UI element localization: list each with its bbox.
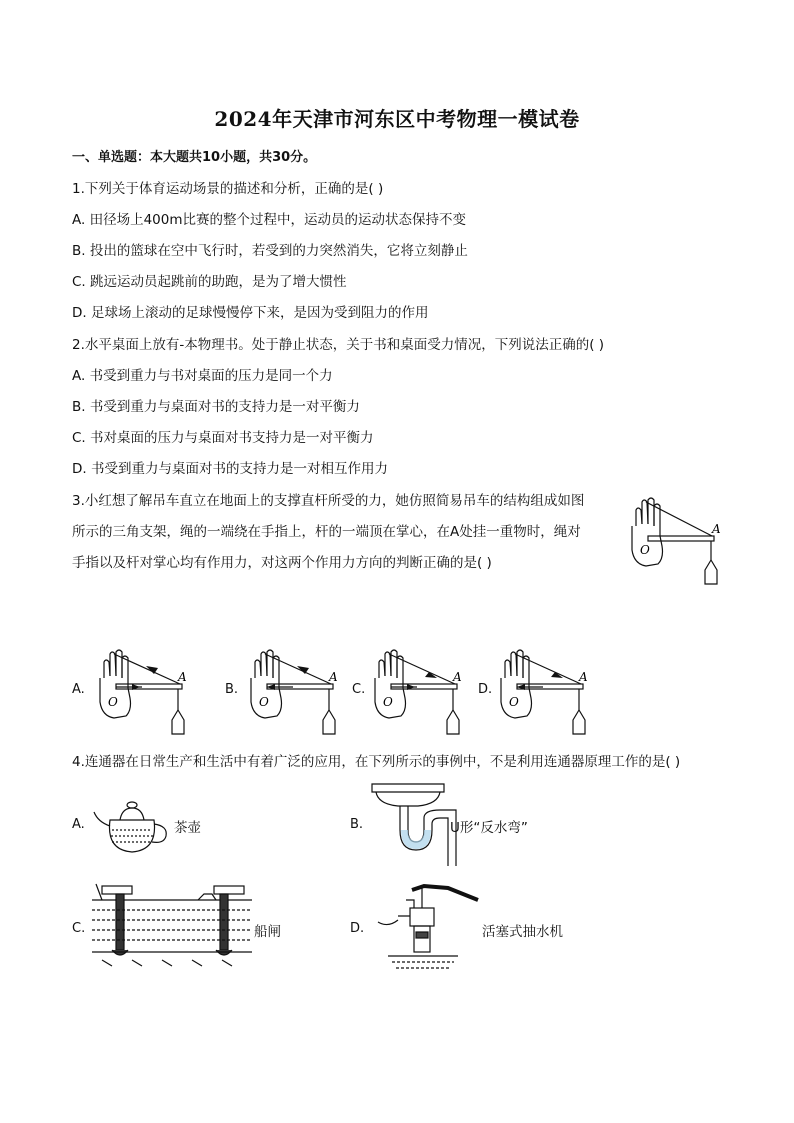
q3-option-d-label-o: O: [509, 695, 519, 709]
q3-option-label-c[interactable]: C.: [352, 682, 366, 697]
q4-ship-lock-figure: [92, 880, 254, 972]
q2-option-a[interactable]: A. 书受到重力与书对桌面的压力是同一个力: [72, 368, 333, 384]
q3-option-figure-b: [243, 640, 343, 740]
q4-caption-ship-lock: 船闸: [254, 924, 281, 940]
q3-option-a-label-a: A: [178, 670, 187, 684]
q2-option-d[interactable]: D. 书受到重力与桌面对书的支持力是一对相互作用力: [72, 461, 388, 477]
q3-option-figure-a: [92, 640, 192, 740]
q2-option-b[interactable]: B. 书受到重力与桌面对书的支持力是一对平衡力: [72, 399, 360, 415]
q3-option-c-label-a: A: [453, 670, 462, 684]
q4-teapot-figure: [90, 788, 174, 858]
q3-option-figure-d: [493, 640, 593, 740]
q4-stem: 4.连通器在日常生产和生活中有着广泛的应用，在下列所示的事例中，不是利用连通器原理工作的是( ): [72, 754, 681, 770]
q4-u-trap-figure: [368, 780, 458, 870]
q3-option-figure-c: [367, 640, 467, 740]
q1-option-a[interactable]: A. 田径场上400m比赛的整个过程中，运动员的运动状态保持不变: [72, 212, 466, 228]
q3-option-label-b[interactable]: B.: [225, 682, 239, 697]
q1-stem: 1.下列关于体育运动场景的描述和分析，正确的是( ): [72, 181, 384, 197]
q4-caption-piston-pump: 活塞式抽水机: [482, 924, 563, 940]
q4-option-b-label[interactable]: B.: [350, 817, 364, 832]
section-heading: 一、单选题：本大题共10小题，共30分。: [72, 150, 317, 165]
q2-option-c[interactable]: C. 书对桌面的压力与桌面对书支持力是一对平衡力: [72, 430, 374, 446]
q4-option-a-label[interactable]: A.: [72, 817, 85, 832]
q1-option-c[interactable]: C. 跳远运动员起跳前的助跑，是为了增大惯性: [72, 274, 347, 290]
q4-option-d-label[interactable]: D.: [350, 921, 365, 936]
q3-option-b-label-a: A: [329, 670, 338, 684]
q2-stem: 2.水平桌面上放有-本物理书。处于静止状态，关于书和桌面受力情况，下列说法正确的( ): [72, 337, 605, 353]
q3-label-a: A: [712, 522, 721, 536]
q4-option-c-label[interactable]: C.: [72, 921, 86, 936]
q3-option-a-label-o: O: [108, 695, 118, 709]
q4-piston-pump-figure: [368, 880, 488, 972]
q3-option-label-a[interactable]: A.: [72, 682, 85, 697]
q3-option-b-label-o: O: [259, 695, 269, 709]
q3-stem-line-1: 3.小红想了解吊车直立在地面上的支撑直杆所受的力，她仿照简易吊车的结构组成如图: [72, 493, 585, 509]
q1-option-d[interactable]: D. 足球场上滚动的足球慢慢停下来，是因为受到阻力的作用: [72, 305, 429, 321]
q3-stem-line-3: 手指以及杆对掌心均有作用力，对这两个作用力方向的判断正确的是( ): [72, 555, 492, 571]
q4-caption-teapot: 茶壶: [174, 820, 201, 836]
q3-option-d-label-a: A: [579, 670, 588, 684]
q3-stem-line-2: 所示的三角支架，绳的一端绕在手指上，杆的一端顶在掌心，在A处挂一重物时，绳对: [72, 524, 581, 540]
q4-caption-u-trap: U形“反水弯”: [450, 820, 528, 836]
q3-main-figure: [620, 488, 730, 588]
q1-option-b[interactable]: B. 投出的篮球在空中飞行时，若受到的力突然消失，它将立刻静止: [72, 243, 468, 259]
q3-option-label-d[interactable]: D.: [478, 682, 493, 697]
q3-label-o: O: [640, 543, 650, 557]
q3-option-c-label-o: O: [383, 695, 393, 709]
page-title: 2024年天津市河东区中考物理一模试卷: [214, 107, 580, 131]
